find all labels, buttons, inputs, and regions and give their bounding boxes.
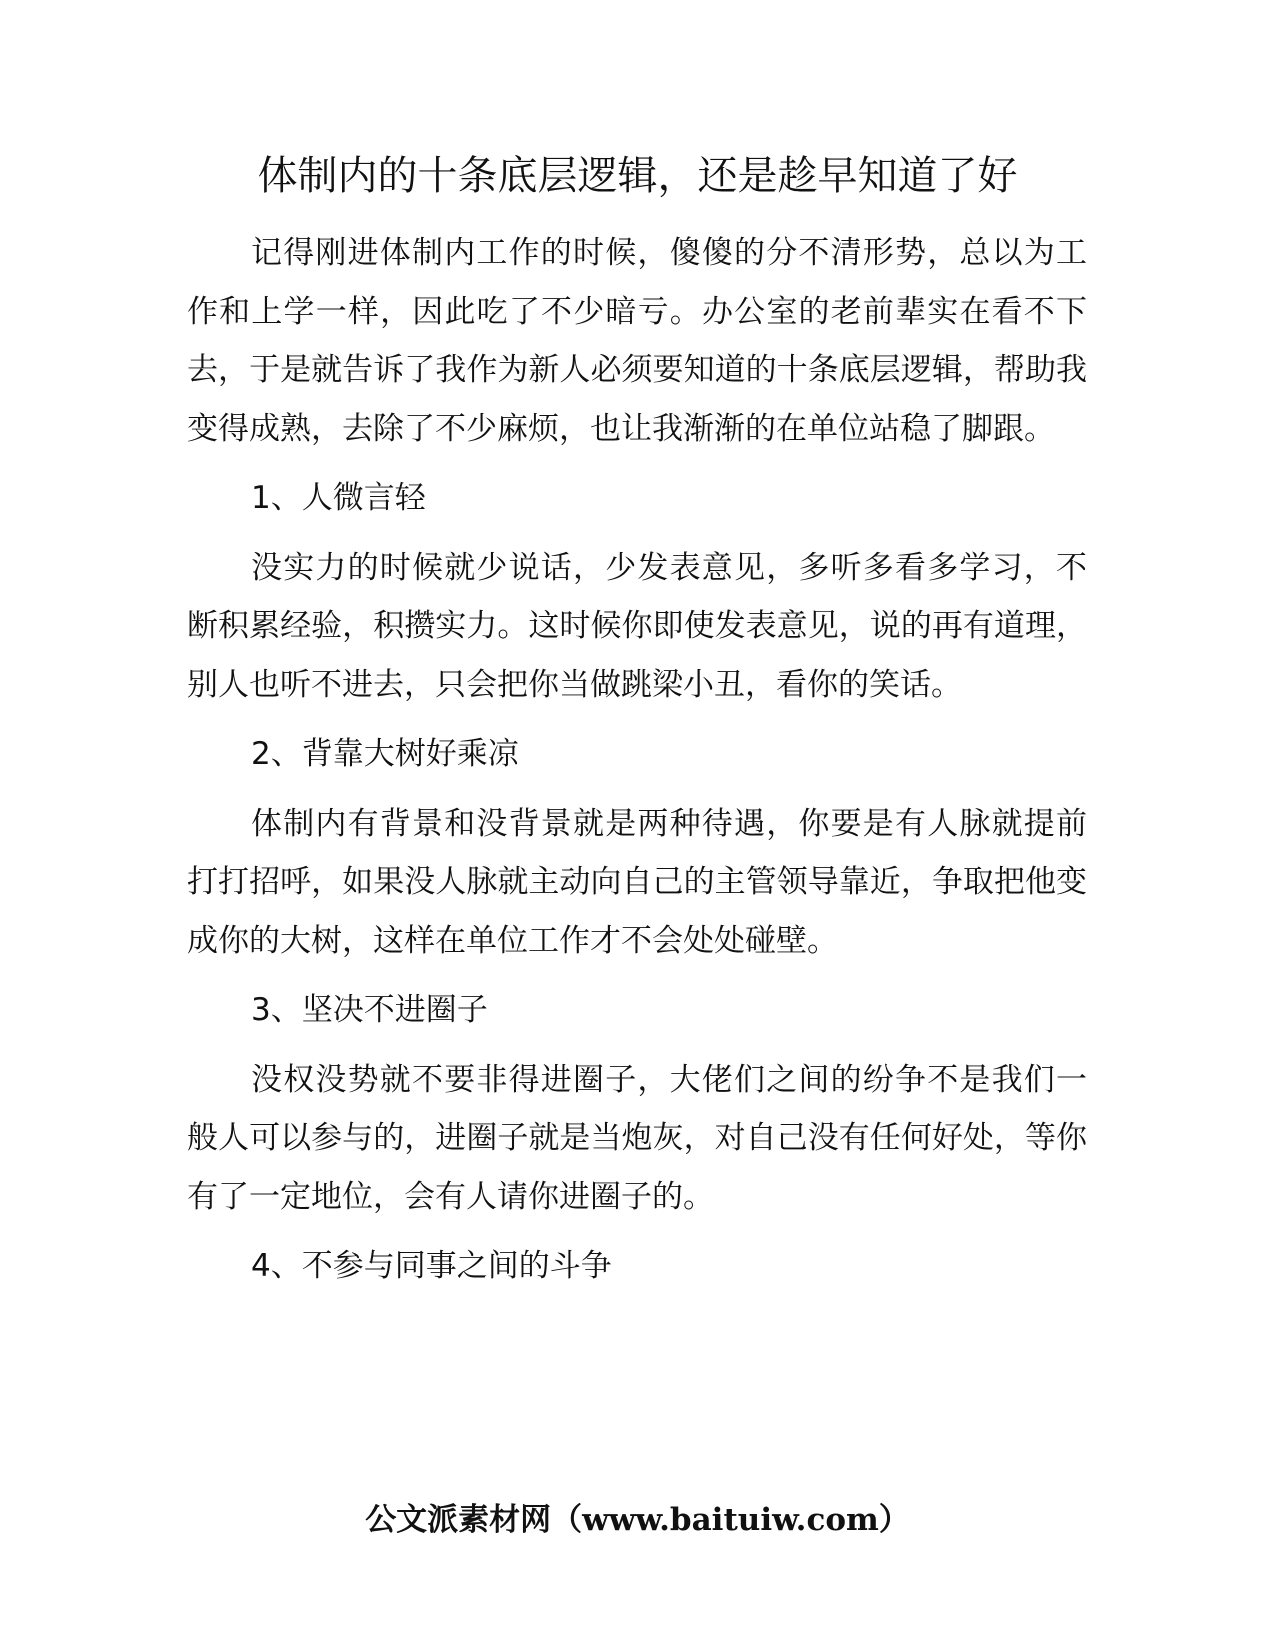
section-heading-2: 2、背靠大树好乘凉	[251, 736, 519, 772]
intro-paragraph: 记得刚进体制内工作的时候，傻傻的分不清形势，总以为工作和上学一样，因此吃了不少暗亏。办公室的老前辈实在看不下去，于是就告诉了我作为新人必须要知道的十条底层逻辑，帮助我变得成熟，去除了不少麻烦，也让我渐渐的在单位站稳了脚跟。	[187, 235, 1087, 447]
section-heading-1: 1、人微言轻	[251, 480, 426, 516]
section-text-1: 没实力的时候就少说话，少发表意见，多听多看多学习，不断积累经验，积攒实力。这时候你即使发表意见，说的再有道理，别人也听不进去，只会把你当做跳梁小丑，看你的笑话。	[187, 549, 1087, 703]
document-title: 体制内的十条底层逻辑，还是趁早知道了好	[257, 153, 1018, 199]
section-heading-4: 4、不参与同事之间的斗争	[251, 1248, 612, 1284]
section-heading-3: 3、坚决不进圈子	[251, 992, 488, 1028]
section-text-3: 没权没势就不要非得进圈子，大佬们之间的纷争不是我们一般人可以参与的，进圈子就是当炮灰，对自己没有任何好处，等你有了一定地位，会有人请你进圈子的。	[187, 1061, 1087, 1215]
document-body	[187, 224, 1087, 1307]
footer-watermark: 公文派素材网（www.baituiw.com）	[365, 1502, 910, 1538]
section-text-2: 体制内有背景和没背景就是两种待遇，你要是有人脉就提前打打招呼，如果没人脉就主动向自己的主管领导靠近，争取把他变成你的大树，这样在单位工作才不会处处碰壁。	[187, 805, 1087, 959]
